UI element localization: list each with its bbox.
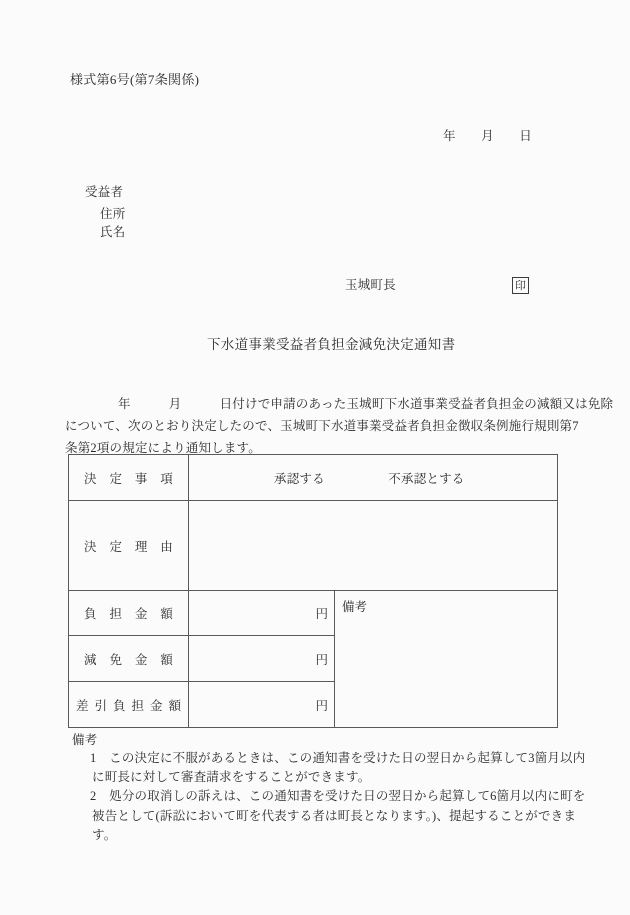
decision-item-value: 承認する 不承認とする (189, 455, 557, 501)
note-1-line-1: 1 この決定に不服があるときは、この通知書を受けた日の翌日から起算して3箇月以内 (90, 751, 586, 765)
body-line-2: について、次のとおり決定したので、玉城町下水道事業受益者負担金徴収条例施行規則第7 (65, 419, 579, 433)
document-title: 下水道事業受益者負担金減免決定通知書 (207, 337, 456, 352)
seal-mark: 印 (512, 277, 529, 294)
levy-amount-unit: 円 (189, 591, 335, 636)
note-1-line-2: に町長に対して審査請求をすることができます。 (92, 770, 371, 784)
net-amount-unit: 円 (189, 682, 335, 727)
reduction-amount-label: 減 免 金 額 (69, 636, 189, 682)
levy-amount-label: 負 担 金 額 (69, 591, 189, 636)
note-2-line-2: 被告として(訴訟において町を代表する者は町長となります。)、提起することができま (92, 809, 577, 823)
decision-item-label: 決 定 事 項 (69, 455, 189, 501)
note-2-line-3: す。 (92, 828, 117, 842)
decision-table (68, 454, 558, 728)
body-line-3: 条第2項の規定により通知します。 (65, 441, 261, 455)
decision-reason-value (189, 501, 557, 591)
body-line-1: 年 月 日付けで申請のあった玉城町下水道事業受益者負担金の減額又は免除 (118, 397, 614, 411)
note-2-line-1: 2 処分の取消しの訴えは、この通知書を受けた日の翌日から起算して6箇月以内に町を (90, 789, 586, 803)
date-line: 年 月 日 (443, 129, 532, 143)
remarks-cell: 備考 (342, 600, 368, 614)
decision-reason-label: 決 定 理 由 (69, 501, 189, 591)
form-number: 様式第6号(第7条関係) (70, 72, 200, 87)
beneficiary-address-label: 住所 (100, 207, 126, 221)
reduction-amount-unit: 円 (189, 636, 335, 682)
notes-heading: 備考 (72, 733, 98, 747)
beneficiary-label: 受益者 (85, 185, 124, 199)
beneficiary-name-label: 氏名 (100, 225, 126, 239)
net-amount-label: 差引負担金額 (69, 682, 189, 727)
mayor-label: 玉城町長 (345, 278, 396, 292)
